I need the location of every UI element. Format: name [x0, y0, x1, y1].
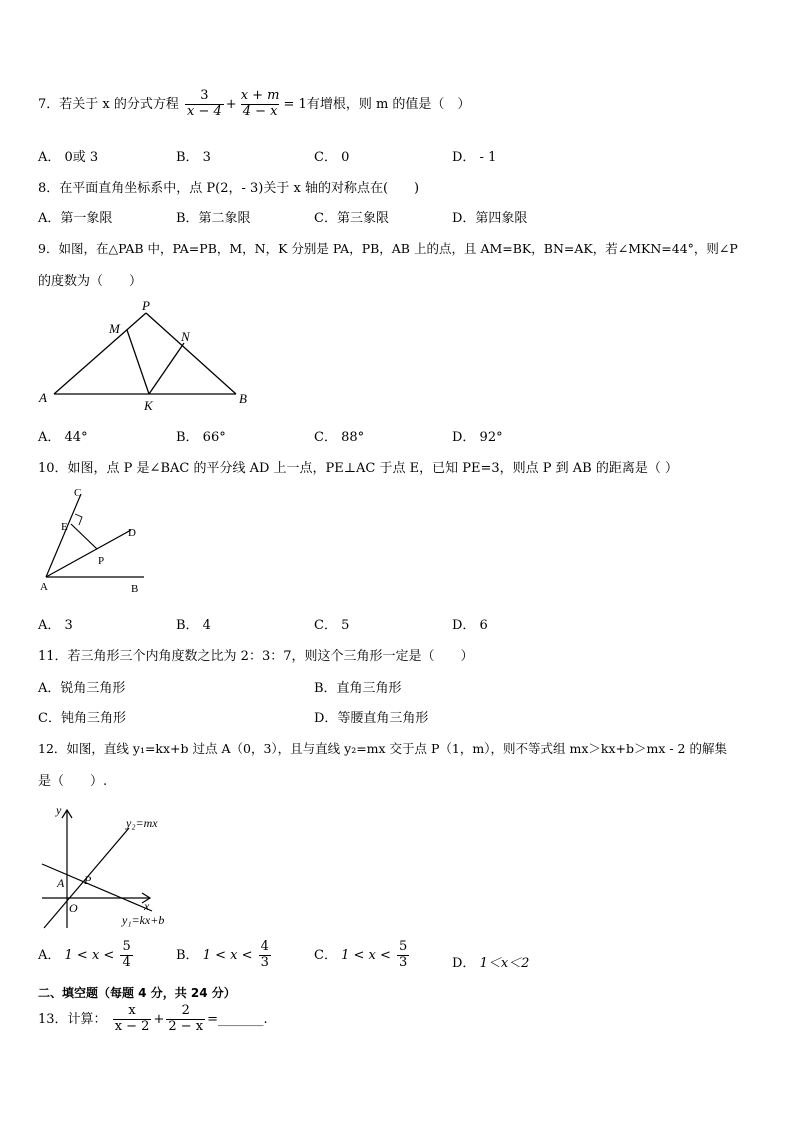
- q9-label-m: M: [109, 321, 120, 336]
- q9-label-n: N: [181, 329, 190, 344]
- q7-prefix: 7．若关于 x 的分式方程: [38, 96, 179, 112]
- q7-option-d[interactable]: D． - 1: [452, 150, 497, 165]
- q12-label-y1: y₁=kx+b: [122, 913, 165, 927]
- q9-option-a[interactable]: A． 44°: [38, 430, 88, 445]
- question-9-line-2: 的度数为（ ）: [38, 274, 143, 289]
- question-13: 13．计算： $\frac{x}{x - 2}$ + $\frac{2}{2 - x}$ =_______.: [38, 1003, 268, 1034]
- question-7: 7．若关于 x 的分式方程 $\frac{3}{x - 4}$ + $\frac{x + m}{4 - x}$ = 1有增根，则 m 的值是（ ）: [38, 88, 471, 119]
- q8-option-b[interactable]: B．第二象限: [176, 211, 251, 226]
- q7-fraction-2: $\frac{x + m}{4 - x}$: [240, 88, 280, 119]
- q11-option-d[interactable]: D．等腰直角三角形: [314, 711, 429, 726]
- q10-option-a[interactable]: A． 3: [38, 618, 73, 633]
- q8-option-d[interactable]: D．第四象限: [452, 211, 528, 226]
- q12-label-y2: y₂=mx: [126, 816, 158, 830]
- q7-option-b[interactable]: B． 3: [176, 150, 211, 165]
- q12-label-a: A: [57, 876, 65, 890]
- question-11: 11．若三角形三个内角度数之比为 2：3：7，则这个三角形一定是（ ）: [38, 649, 474, 664]
- q7-suffix: 有增根，则 m 的值是（ ）: [306, 96, 471, 112]
- q12-label-x-axis: x: [144, 899, 150, 913]
- question-8: 8．在平面直角坐标系中，点 P(2，- 3)关于 x 轴的对称点在( ): [38, 181, 420, 196]
- q10-label-b: B: [131, 583, 139, 595]
- q12-option-b[interactable]: B． 1 < x < $\frac{4}{3}$: [176, 939, 269, 970]
- q9-label-b: B: [239, 391, 247, 406]
- q7-fraction-1: $\frac{3}{x - 4}$: [187, 88, 222, 119]
- q12-label-y-axis: y: [56, 803, 62, 817]
- q12-option-a[interactable]: A． 1 < x < $\frac{5}{4}$: [38, 939, 131, 970]
- q10-label-d: D: [128, 527, 136, 539]
- q10-label-c: C: [74, 487, 82, 499]
- question-12-line-1: 12．如图，直线 y₁=kx+b 过点 A（0，3），且与直线 y₂=mx 交于点 P（1，m），则不等式组 mx＞kx+b＞mx - 2 的解集: [38, 741, 727, 756]
- question-10: 10．如图，点 P 是∠BAC 的平分线 AD 上一点，PE⊥AC 于点 E，已知 PE=3，则点 P 到 AB 的距离是（ ）: [38, 461, 678, 476]
- question-12-line-2: 是（ ）.: [38, 774, 108, 789]
- section-2-title: 二、填空题（每题 4 分，共 24 分）: [38, 986, 236, 1000]
- q11-option-b[interactable]: B．直角三角形: [314, 681, 402, 696]
- q7-option-a[interactable]: A． 0或 3: [38, 150, 99, 165]
- q12-label-o: O: [69, 901, 78, 915]
- q12-graph-figure: [34, 798, 184, 933]
- q10-option-d[interactable]: D． 6: [452, 618, 488, 633]
- q10-angle-figure: [34, 484, 164, 599]
- q13-answer-blank[interactable]: =_______.: [207, 1011, 268, 1027]
- q10-label-e: E: [61, 521, 68, 533]
- q9-label-k: K: [144, 398, 153, 413]
- q13-fraction-2: $\frac{2}{2 - x}$: [168, 1003, 204, 1034]
- q10-label-p: P: [98, 555, 105, 567]
- q12-label-p: P: [84, 873, 92, 887]
- q10-option-c[interactable]: C． 5: [314, 618, 350, 633]
- q11-option-c[interactable]: C．钝角三角形: [38, 711, 126, 726]
- q9-label-p: P: [142, 298, 150, 313]
- q13-fraction-1: $\frac{x}{x - 2}$: [114, 1003, 150, 1034]
- question-9-line-1: 9．如图，在△PAB 中，PA=PB，M，N，K 分别是 PA，PB，AB 上的点，且 AM=BK，BN=AK，若∠MKN=44°，则∠P: [38, 241, 738, 256]
- q12-option-d[interactable]: D． 1＜x＜2: [452, 956, 530, 971]
- q8-option-a[interactable]: A．第一象限: [38, 211, 113, 226]
- q7-option-c[interactable]: C． 0: [314, 150, 350, 165]
- q9-option-b[interactable]: B． 66°: [176, 430, 226, 445]
- q9-triangle-figure: [34, 296, 254, 416]
- q12-option-c[interactable]: C． 1 < x < $\frac{5}{3}$: [314, 939, 408, 970]
- q11-option-a[interactable]: A．锐角三角形: [38, 681, 126, 696]
- q9-option-c[interactable]: C． 88°: [314, 430, 365, 445]
- q9-label-a: A: [39, 390, 47, 405]
- q9-option-d[interactable]: D． 92°: [452, 430, 503, 445]
- q10-option-b[interactable]: B． 4: [176, 618, 211, 633]
- q8-option-c[interactable]: C．第三象限: [314, 211, 389, 226]
- q10-label-a: A: [40, 581, 48, 593]
